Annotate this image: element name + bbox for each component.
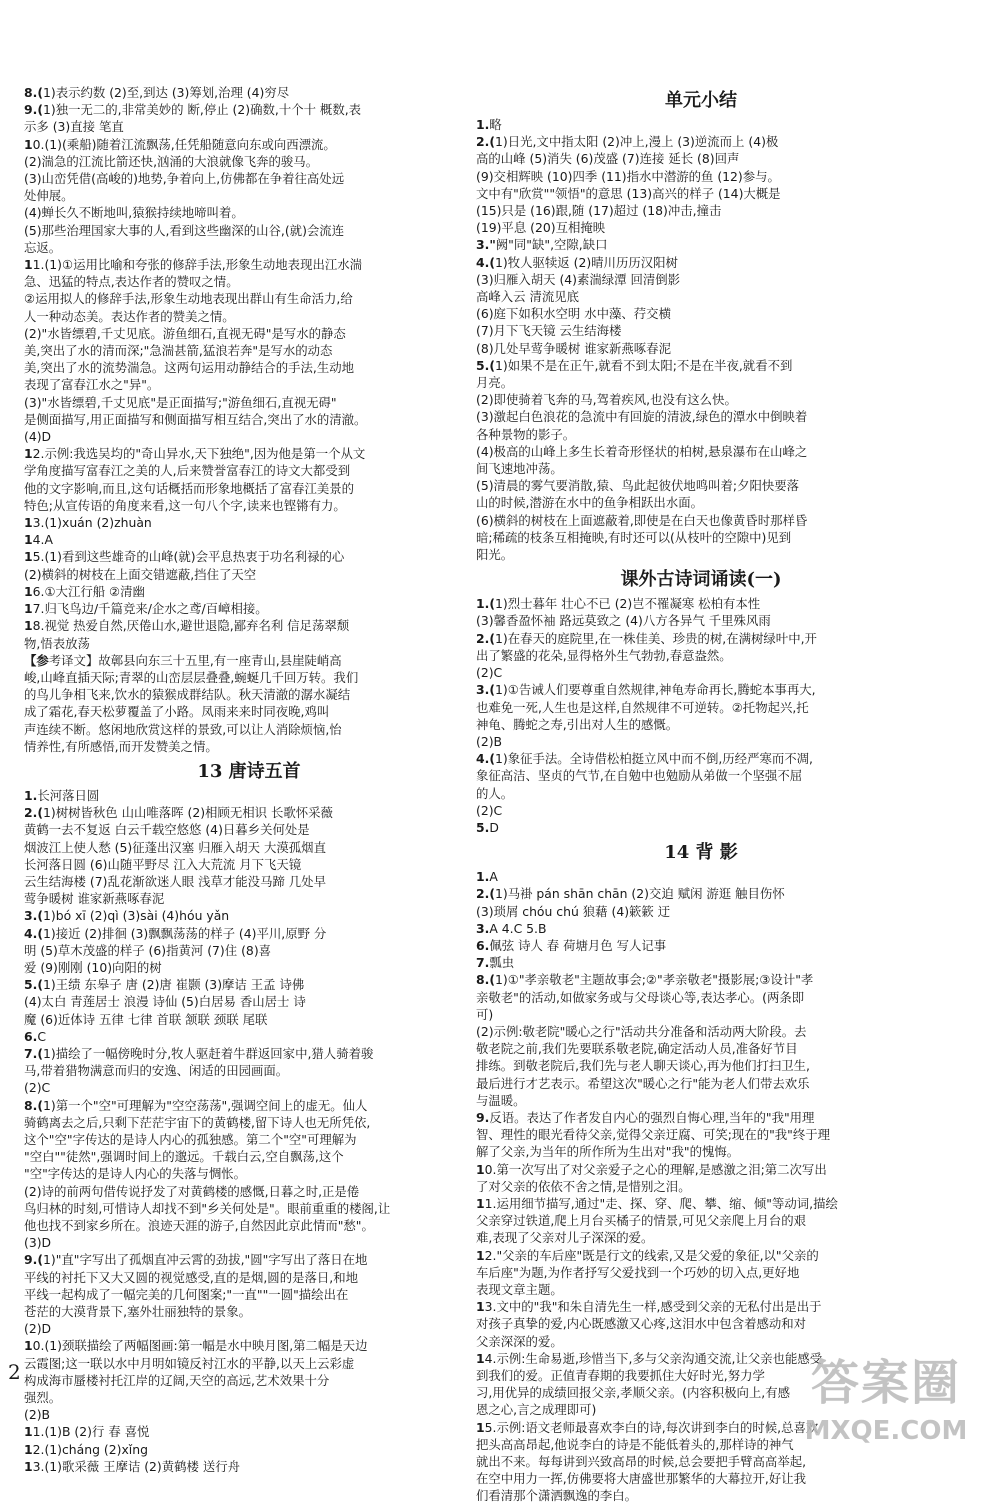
answer-line: (6)横斜的树枝在上面遮蔽着,即使是在白天也像黄昏时那样昏 [476, 512, 808, 528]
answer-line: 12.示例:我选吴均的"奇山异水,天下独绝",因为他是第一个从文 [24, 446, 366, 462]
answer-line: 6.C [24, 1028, 46, 1044]
answer-line: 云霞图;这一联以水中月明如镜反衬江水的平静,以天上云彩虚 [24, 1355, 355, 1371]
answer-line: 暗;稀疏的枝条互相掩映,有时还可以(从枝叶的空隙中)见到 [476, 529, 792, 545]
answer-line: 间飞速地冲荡。 [476, 461, 563, 477]
answer-line: 美,突出了水的流势湍急。这两句运用动静结合的手法,生动地 [24, 360, 355, 376]
answer-line: (2)湍急的江流比箭还快,汹涌的大浪就像飞奔的骏马。 [24, 153, 319, 169]
answer-line: 8.(1)表示约数 (2)至,到达 (3)筹划,治理 (4)穷尽 [24, 85, 290, 100]
answer-line: 这个"空"字传达的是诗人内心的孤独感。第二个"空"可理解为 [24, 1131, 357, 1147]
answer-line: 3.(1)①告诫人们要尊重自然规律,神龟寿命再长,腾蛇本事再大, [476, 682, 816, 698]
answer-line: (2)即使骑着飞奔的马,驾着疾风,也没有这么快。 [476, 392, 737, 408]
answer-line: 莺争暖树 谁家新燕啄春泥 [24, 891, 165, 907]
answer-line: 示多 (3)直接 笔直 [24, 119, 124, 135]
answer-line: (4)蝉长久不断地叫,猿猴持续地啼叫着。 [24, 205, 244, 221]
answer-line: 平线一起构成了一幅完美的几何图案;"一直""一圆"描绘出在 [24, 1286, 349, 1302]
answer-line: 9.反语。表达了作者发自内心的强烈自悔心理,当年的"我"用理 [476, 1109, 815, 1125]
answer-line: (5)清晨的雾气要消散,猿、鸟此起彼伏地鸣叫着;夕阳快要落 [476, 478, 800, 494]
answer-line: (3)"水皆缥碧,千丈见底"是正面描写;"游鱼细石,直视无碍" [24, 394, 337, 410]
answer-line: (2)"水皆缥碧,千丈见底。游鱼细石,直视无碍"是写水的静态 [24, 325, 346, 341]
answer-line: 与温暖。 [476, 1092, 526, 1108]
answer-line: 到我们的爱。正值青春期的我要抓住大好时光,努力学 [476, 1368, 765, 1384]
right-column [476, 84, 926, 1505]
answer-line: (7)月下飞天镜 云生结海楼 [476, 323, 622, 339]
answer-line: 1.略 [476, 117, 502, 132]
answer-line: 7.瓢虫 [476, 955, 515, 971]
answer-line: 10.(1)颈联描绘了两幅图画:第一幅是水中映月图,第二幅是天边 [24, 1338, 368, 1354]
answer-line: (2)诗的前两句借传说抒发了对黄鹤楼的感慨,日暮之时,正是倦 [24, 1183, 360, 1199]
answer-line: 15.(1)看到这些雄奇的山峰(就)会平息热衷于功名利禄的心 [24, 549, 345, 565]
answer-line: (3)D [24, 1235, 52, 1251]
answer-line: 人一种动态美。表达作者的赞美之情。 [24, 308, 235, 324]
answer-line: 表现了富春江水之"异"。 [24, 377, 160, 393]
answer-line: 7.(1)描绘了一幅傍晚时分,牧人驱赶着牛群返回家中,猎人骑着骏 [24, 1045, 374, 1061]
answer-line: 文中有"欣赏""领悟"的意思 (13)高兴的样子 (14)大概是 [476, 185, 781, 201]
answer-line: 4.(1)牧人驱犊返 (2)晴川历历汉阳树 [476, 254, 678, 270]
answer-line: 阳光。 [476, 547, 514, 563]
answer-line: 12.(1)cháng (2)xǐng [24, 1441, 148, 1457]
answer-line: 峻,山峰直插天际;青翠的山峦层层叠叠,蜿蜒几千回万转。我们 [24, 669, 359, 685]
answer-line: 忘返。 [24, 239, 62, 255]
answer-line: 10.(1)(乘船)随着江流飘荡,任凭船随意向东或向西漂流。 [24, 136, 336, 152]
answer-line: 苍茫的大漠背景下,塞外壮丽独特的景象。 [24, 1304, 251, 1320]
answer-line: 16.①大江行船 ②清幽 [24, 583, 145, 599]
answer-line: ②运用拟人的修辞手法,形象生动地表现出群山有生命活力,给 [24, 291, 353, 307]
answer-line: (5)那些治理国家大事的人,看到这些幽深的山谷,(就)会流连 [24, 222, 345, 238]
answer-line: 11.(1)①运用比喻和夸张的修辞手法,形象生动地表现出江水湍 [24, 257, 363, 273]
answer-line: (3)馨香盈怀袖 路远莫致之 (4)八方各异气 千里殊风雨 [476, 613, 771, 629]
answer-line: 智、理性的眼光看待父亲,觉得父亲迂腐、可笑;现在的"我"终于理 [476, 1127, 831, 1143]
answer-line: 4.(1)接近 (2)排徊 (3)飘飘荡荡的样子 (4)平川,原野 分 [24, 925, 327, 941]
answer-line: 2.(1)日光,文中指太阳 (2)冲上,漫上 (3)逆流而上 (4)极 [476, 134, 779, 150]
answer-line: 物,悟表放荡 [24, 635, 90, 651]
answer-line: 6.佩弦 诗人 春 荷塘月色 写人记事 [476, 937, 667, 953]
answer-line: 2.(1)在春天的庭院里,在一株佳美、珍贵的树,在满树绿叶中,开 [476, 630, 817, 646]
answer-line: 14.A [24, 532, 53, 548]
answer-line: 11.(1)B (2)行 春 喜悦 [24, 1424, 150, 1440]
answer-line: (3)山峦凭借(高峻的)地势,争着向上,仿佛都在争着往高处远 [24, 171, 345, 187]
answer-line: 5.(1)如果不是在正午,就看不到太阳;不是在半夜,就看不到 [476, 357, 793, 373]
answer-line: 18.视觉 热爱自然,厌倦山水,避世退隐,鄙弃名利 信足荡翠颓 [24, 618, 350, 634]
answer-line: (2)D [24, 1321, 52, 1337]
answer-line: 5.(1)王绩 东皋子 唐 (2)唐 崔颢 (3)摩诘 王孟 诗佛 [24, 977, 305, 993]
section-title-unit-summary: 单元小结 [665, 90, 737, 111]
answer-line: "空"字传达的是诗人内心的失落与惆怅。 [24, 1166, 247, 1182]
answer-line: 神龟、腾蛇之寿,引出对人生的感慨。 [476, 716, 679, 732]
answer-line: 各种景物的影子。 [476, 426, 576, 442]
left-column [24, 84, 474, 1475]
answer-line: 1.(1)烈士暮年 壮心不已 (2)岂不罹凝寒 松柏有本性 [476, 596, 761, 612]
answer-line: 习,用优异的成绩回报父亲,孝顺父亲。(内容积极向上,有感 [476, 1385, 791, 1401]
answer-line: (2)B [476, 733, 503, 749]
answer-line: 象征高洁、坚贞的气节,在自勉中也勉励从弟做一个坚强不屈 [476, 768, 803, 784]
answer-line: 是侧面描写,用正面描写和侧面描写相互结合,突出了水的清澈。 [24, 411, 367, 427]
answer-line: (2)C [24, 1080, 51, 1096]
page-number: 2 [8, 1360, 21, 1384]
answer-line: 鸟归林的时刻,可惜诗人却找不到"乡关何处是"。眼前重重的楼阁,让 [24, 1200, 391, 1216]
answer-line: 4.(1)象征手法。全诗借松柏挺立风中而不倒,历经严寒而不凋, [476, 751, 813, 767]
answer-line: (8)几处早莺争暖树 谁家新燕啄春泥 [476, 340, 671, 356]
answer-line: 把头高高昂起,他说李白的诗是不能低着头的,那样诗的神气 [476, 1436, 794, 1452]
answer-line: 车后座"为题,为作者抒写父爱找到一个巧妙的切入点,更好地 [476, 1264, 800, 1280]
answer-line: (2)B [24, 1407, 51, 1423]
answer-line: (19)平息 (20)互相掩映 [476, 220, 606, 236]
answer-line: 1.A [476, 869, 498, 885]
answer-line: "空白""徒然",强调时间上的邈远。千载白云,空自飘荡,这个 [24, 1149, 344, 1165]
answer-line: 13.文中的"我"和朱自清先生一样,感受到父亲的无私付出是出于 [476, 1299, 822, 1315]
answer-line: (4)太白 青莲居士 浪漫 诗仙 (5)白居易 香山居士 诗 [24, 994, 306, 1010]
answer-line: 明 (5)草木茂盛的样子 (6)指黄河 (7)住 (8)喜 [24, 942, 272, 958]
answer-line: 8.(1)①"孝亲敬老"主题故事会;②"孝亲敬老"摄影展;③设计"孝 [476, 972, 814, 988]
answer-line: 9.(1)"直"字写出了孤烟直冲云霄的劲拔,"圆"字写出了落日在地 [24, 1252, 368, 1268]
answer-line: 云生结海楼 (7)乱花渐欲迷人眼 浅草才能没马蹄 几处早 [24, 873, 326, 889]
answer-line: 情养性,有所感悟,而开发赞美之情。 [24, 738, 218, 754]
answer-line: (2)C [476, 802, 503, 818]
answer-line: 2.(1)马褂 pán shān chān (2)交迫 赋闲 游逛 触目伤怀 [476, 886, 785, 902]
section-title-back-view: 14 背 影 [664, 842, 738, 864]
answer-line: 3.(1)bó xī (2)qì (3)sài (4)hóu yǎn [24, 908, 230, 924]
answer-line: 黄鹤一去不复返 白云千载空悠悠 (4)日暮乡关何处是 [24, 822, 310, 838]
answer-line: 月亮。 [476, 375, 514, 391]
section-title-extra-poems: 课外古诗词诵读(一) [620, 569, 782, 591]
answer-line: 对孩子真挚的爱,内心既感激又心疼,这泪水中包含着感动和对 [476, 1316, 807, 1332]
answer-line: (15)只是 (16)跟,随 (17)超过 (18)冲击,撞击 [476, 203, 722, 219]
answer-line: (2)示例:敬老院"暖心之行"活动共分准备和活动两大阶段。去 [476, 1023, 807, 1039]
answer-line: 魔 (6)近体诗 五律 七律 首联 颔联 颈联 尾联 [24, 1011, 268, 1027]
answer-line: 【参考译文】故鄣县向东三十五里,有一座青山,县崖陡峭高 [24, 652, 342, 668]
answer-line: 恩之心,言之成理即可) [476, 1402, 597, 1418]
answer-line: 高峰入云 清流见底 [476, 289, 580, 305]
answer-line: 们看清那个潇洒飘逸的李白。 [476, 1488, 638, 1504]
answer-line: 最后进行才艺表示。希望这次"暖心之行"能为老人们带去欢乐 [476, 1075, 810, 1091]
answer-line: 17.归飞鸟边/千篇竞来/企水之鸢/百嶂相接。 [24, 601, 268, 617]
answer-line: 声连续不断。悠闲地欣赏这样的景致,可以让人消除烦恼,怡 [24, 721, 342, 737]
answer-line: 14.示例:生命易逝,珍惜当下,多与父亲沟通交流,让父亲也能感受 [476, 1350, 823, 1366]
answer-line: 表现文章主题。 [476, 1282, 563, 1297]
watermark-text-small: MXQE.COM [804, 1416, 968, 1446]
answer-line: 在空中用力一挥,仿佛要将大唐盛世那繁华的大幕拉开,好让我 [476, 1471, 807, 1487]
answer-line: 马,带着猎物满意而归的安逸、闲适的田园画面。 [24, 1063, 289, 1079]
answer-line: 父亲穿过铁道,爬上月台买橘子的情景,可见父亲爬上月台的艰 [476, 1213, 807, 1229]
answer-line: 长河落日圆 (6)山随平野尽 江入大荒流 月下飞天镜 [24, 856, 302, 872]
answer-line: 成了霜花,春天松萝覆盖了小路。凤雨来来时同夜晚,鸡叫 [24, 704, 330, 720]
answer-line: 3."阙"同"缺",空隙,缺口 [476, 237, 608, 253]
answer-line: 美,突出了水的清而深;"急湍甚箭,猛浪若奔"是写水的动态 [24, 343, 333, 359]
answer-line: 排练。到敬老院后,我们先与老人聊天谈心,再为他们打扫卫生, [476, 1058, 810, 1074]
watermark-logo [786, 1351, 986, 1461]
answer-line: 了对父亲的依依不舍之情,是惜别之泪。 [476, 1178, 691, 1194]
answer-line: 敬老院之前,我们先要联系敬老院,确定活动人员,准备好节目 [476, 1041, 798, 1057]
answer-line: (2)横斜的树枝在上面交错遮蔽,挡住了天空 [24, 566, 257, 582]
answer-line: 强烈。 [24, 1390, 62, 1406]
answer-line: 11.运用细节描写,通过"走、探、穿、爬、攀、缩、倾"等动词,描绘 [476, 1195, 838, 1211]
answer-line: (3)归雁入胡天 (4)素湍绿潭 回清倒影 [476, 271, 681, 287]
answer-line: 父亲深深的爱。 [476, 1333, 563, 1349]
answer-line: 学角度描写富春江之美的人,后来赞誉富春江的诗文大都受到 [24, 463, 351, 479]
answer-line: 特色;从宣传语的角度来看,这一句八个字,读来也铿锵有力。 [24, 497, 346, 513]
answer-line: (2)C [476, 665, 503, 681]
answer-line: 爱 (9)刚刚 (10)向阳的树 [24, 959, 162, 975]
answer-line: 出了繁盛的花朵,显得格外生气勃勃,春意盎然。 [476, 647, 732, 663]
watermark-text-big: 答案圈 [810, 1355, 961, 1411]
answer-line: (4)D [24, 429, 52, 445]
answer-line: 8.(1)第一个"空"可理解为"空空荡荡",强调空间上的虚无。仙人 [24, 1097, 368, 1113]
answer-line: 15.示例:语文老师最喜欢李白的诗,每次讲到李白的时候,总喜欢 [476, 1419, 819, 1435]
answer-line: (3)激起白色浪花的急流中有回旋的清波,绿色的潭水中倒映着 [476, 409, 808, 425]
answer-line: 12."父亲的车后座"既是行文的线索,又是父爱的象征,以"父亲的 [476, 1247, 819, 1263]
answer-line: 难,表现了父亲对儿子深深的爱。 [476, 1230, 654, 1246]
answer-line: 就出不来。每每讲到兴致高昂的时候,总会要把手臂高高举起, [476, 1454, 807, 1470]
answer-line: 1.长河落日圆 [24, 787, 100, 803]
answer-line: (4)极高的山峰上多生长着奇形怪状的柏树,悬泉瀑布在山峰之 [476, 443, 808, 459]
answer-line: 的人。 [476, 785, 514, 801]
answer-line: (3)琐屑 chóu chú 狼藉 (4)簌簌 迂 [476, 903, 671, 919]
answer-line: 解了父亲,为当年的所作所为生出对"我"的愧悔。 [476, 1144, 740, 1160]
answer-line: 平线的衬托下又大又圆的视觉感受,直的是烟,圆的是落日,和地 [24, 1269, 358, 1285]
answer-line: 山的时候,潜游在水中的鱼争相跃出水面。 [476, 495, 703, 511]
answer-line: (6)庭下如积水空明 水中藻、荇交横 [476, 306, 671, 322]
answer-line: 高的山峰 (5)消失 (6)茂盛 (7)连接 延长 (8)回声 [476, 151, 740, 167]
answer-line: 5.D [476, 819, 499, 835]
answer-line: 处伸展。 [24, 188, 74, 204]
answer-line: 2.(1)树树皆秋色 山山唯落晖 (2)相顾无相识 长歌怀采薇 [24, 805, 333, 821]
answer-line: 骑鹤离去之后,只剩下茫茫宇宙下的黄鹤楼,留下诗人也无所凭依, [24, 1114, 371, 1130]
section-title-tang-poems: 13 唐诗五首 [197, 760, 301, 782]
answer-line: 10.第一次写出了对父亲爱子之心的理解,是感激之泪;第二次写出 [476, 1161, 827, 1177]
answer-line: 的鸟儿争相飞来,饮水的猿猴成群结队。秋天清澈的潺水凝结 [24, 687, 351, 703]
answer-line: 他的文字影响,而且,这句话概括而形象地概括了富春江美景的 [24, 480, 355, 496]
answer-line: 烟波江上使人愁 (5)征蓬出汉塞 归雁入胡天 大漠孤烟直 [24, 839, 326, 855]
answer-line: 构成海市蜃楼衬托江岸的辽阔,天空的高远,艺术效果十分 [24, 1372, 330, 1388]
answer-line: 也难免一死,人生也是这样,自然规律不可逆转。②托物起兴,托 [476, 699, 809, 715]
answer-line: 13.(1)xuán (2)zhuàn [24, 515, 152, 531]
answer-line: 9.(1)独一无二的,非常美妙的 断,停止 (2)确数,十个十 概数,表 [24, 102, 362, 118]
answer-line: 13.(1)歌采薇 王摩诘 (2)黄鹤楼 送行舟 [24, 1458, 241, 1474]
answer-line: 可) [476, 1006, 494, 1022]
answer-line: (9)交相辉映 (10)四季 (11)指水中潜游的鱼 (12)参与。 [476, 168, 780, 184]
answer-line: 3.A 4.C 5.B [476, 920, 547, 936]
answer-line: 他也找不到家乡所在。浪迹天涯的游子,自然因此京此情而"愁"。 [24, 1218, 374, 1233]
answer-line: 急、迅猛的特点,表达作者的赞叹之情。 [24, 274, 239, 290]
answer-line: 亲敬老"的活动,如做家务或与父母谈心等,表达孝心。(两条即 [476, 989, 805, 1005]
